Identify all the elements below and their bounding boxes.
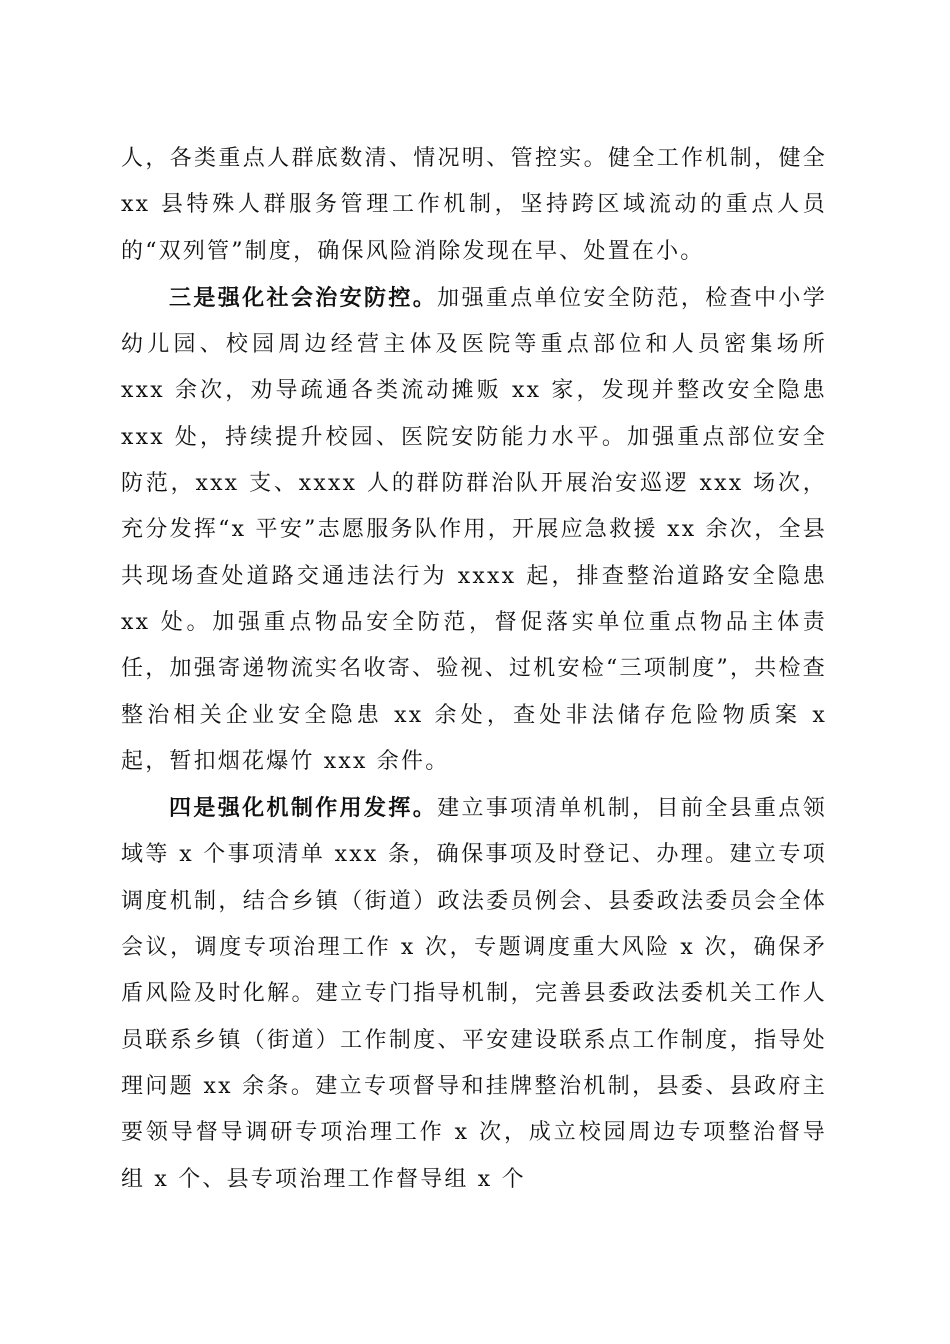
paragraph-text: 建立事项清单机制，目前全县重点领域等 x 个事项清单 xxx 条，确保事项及时登记、办理。建立专项调度机制，结合乡镇（街道）政法委员例会、县委政法委员会全体会议，调度专项治理工作 x 次，专题调度重大风险 x 次，确保矛盾风险及时化解。建立专门指导机制，完善县委政法委机关工作人员联系乡镇（街道）工作制度、平安建设联系点工作制度，指导处理问题 xx 余条。建立专项督导和挂牌整治机制，县委、县政府主要领导督导调研专项治理工作 x 次，成立校园周边专项整治督导组 x 个、县专项治理工作督导组 x 个 <box>121 796 828 1192</box>
paragraph-text: 人，各类重点人群底数清、情况明、管控实。健全工作机制，健全 xx 县特殊人群服务管理工作机制，坚持跨区域流动的重点人员的“双列管”制度，确保风险消除发现在早、处置在小。 <box>121 146 827 264</box>
paragraph-text: 加强重点单位安全防范，检查中小学幼儿园、校园周边经营主体及医院等重点部位和人员密集场所 xxx 余次，劝导疏通各类流动摊贩 xx 家，发现并整改安全隐患 xxx 处，持续提升校园、医院安防能力水平。加强重点部位安全防范，xxx 支、xxxx 人的群防群治队开展治安巡逻 xxx 场次，充分发挥“x 平安”志愿服务队作用，开展应急救援 xx 余次，全县共现场查处道路交通违法行为 xxxx 起，排查整治道路安全隐患 xx 处。加强重点物品安全防范，督促落实单位重点物品主体责任，加强寄递物流实名收寄、验视、过机安检“三项制度”，共检查整治相关企业安全隐患 xx 余处，查处非法储存危险物质案 x 起，暂扣烟花爆竹 xxx 余件。 <box>121 285 828 774</box>
paragraph-mechanism <box>121 785 827 1203</box>
paragraph-heading: 三是强化社会治安防控。 <box>169 284 438 311</box>
document-body <box>121 136 827 1203</box>
paragraph-public-security <box>121 275 827 785</box>
paragraph-continuation <box>121 136 827 275</box>
paragraph-heading: 四是强化机制作用发挥。 <box>169 795 438 822</box>
